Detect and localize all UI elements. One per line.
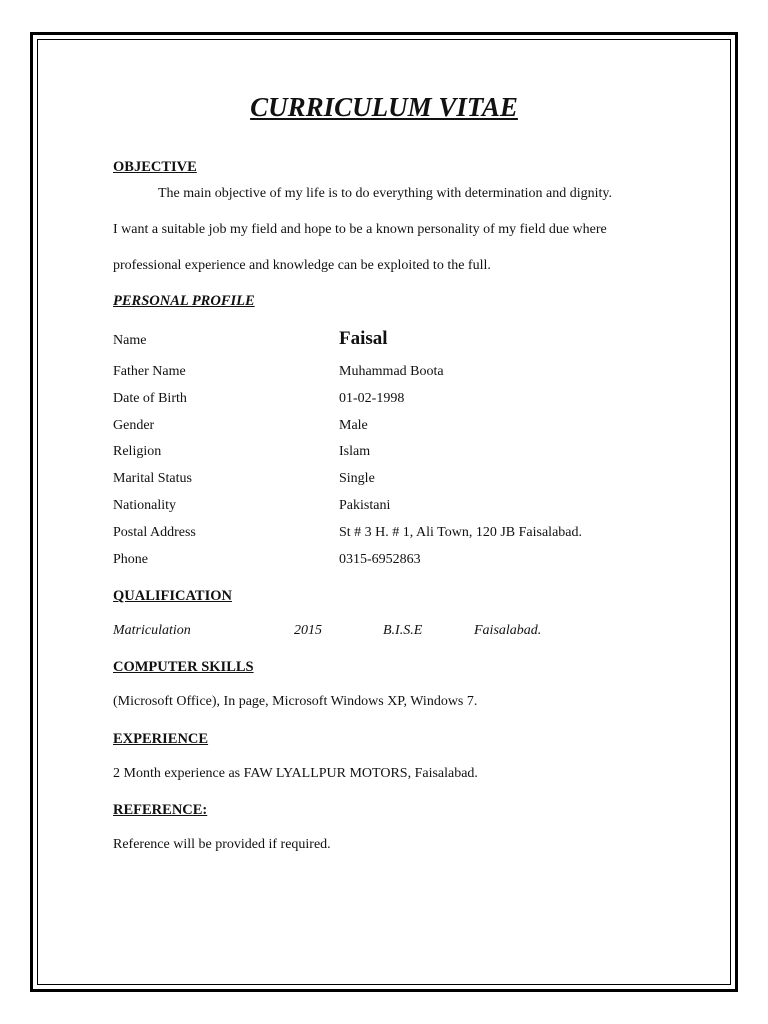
profile-value-religion: Islam [339,444,371,459]
objective-line-2: I want a suitable job my field and hope to be a known personality of my field due where [113,222,607,237]
qualification-board: B.I.S.E [383,623,423,638]
profile-label-marital-status: Marital Status [113,471,192,486]
profile-label-name: Name [113,333,147,348]
computer-skills-heading: COMPUTER SKILLS [113,659,254,675]
profile-label-gender: Gender [113,418,155,433]
qualification-year: 2015 [294,623,322,638]
profile-value-postal-address: St # 3 H. # 1, Ali Town, 120 JB Faisalabad. [339,525,582,540]
profile-label-father-name: Father Name [113,364,186,379]
personal-profile-heading: PERSONAL PROFILE [113,293,255,309]
profile-label-religion: Religion [113,444,162,459]
profile-value-nationality: Pakistani [339,498,391,513]
reference-heading: REFERENCE: [113,802,208,818]
profile-value-dob: 01-02-1998 [339,391,405,406]
objective-heading: OBJECTIVE [113,159,197,175]
profile-label-nationality: Nationality [113,498,176,513]
profile-value-gender: Male [339,418,368,433]
document-title: CURRICULUM VITAE [250,92,518,122]
profile-value-phone: 0315-6952863 [339,552,421,567]
experience-text: 2 Month experience as FAW LYALLPUR MOTORS, Faisalabad. [113,766,478,781]
qualification-degree: Matriculation [113,623,191,638]
profile-label-phone: Phone [113,552,148,567]
reference-text: Reference will be provided if required. [113,837,331,852]
objective-line-1: The main objective of my life is to do everything with determination and dignity. [158,186,612,201]
qualification-heading: QUALIFICATION [113,588,232,604]
profile-value-marital-status: Single [339,471,375,486]
qualification-city: Faisalabad. [474,623,542,638]
experience-heading: EXPERIENCE [113,731,209,747]
computer-skills-text: (Microsoft Office), In page, Microsoft Windows XP, Windows 7. [113,694,478,709]
profile-label-dob: Date of Birth [113,391,187,406]
profile-value-father-name: Muhammad Boota [339,364,444,379]
profile-value-name: Faisal [339,328,388,349]
objective-line-3: professional experience and knowledge can be exploited to the full. [113,258,491,273]
profile-label-postal-address: Postal Address [113,525,196,540]
